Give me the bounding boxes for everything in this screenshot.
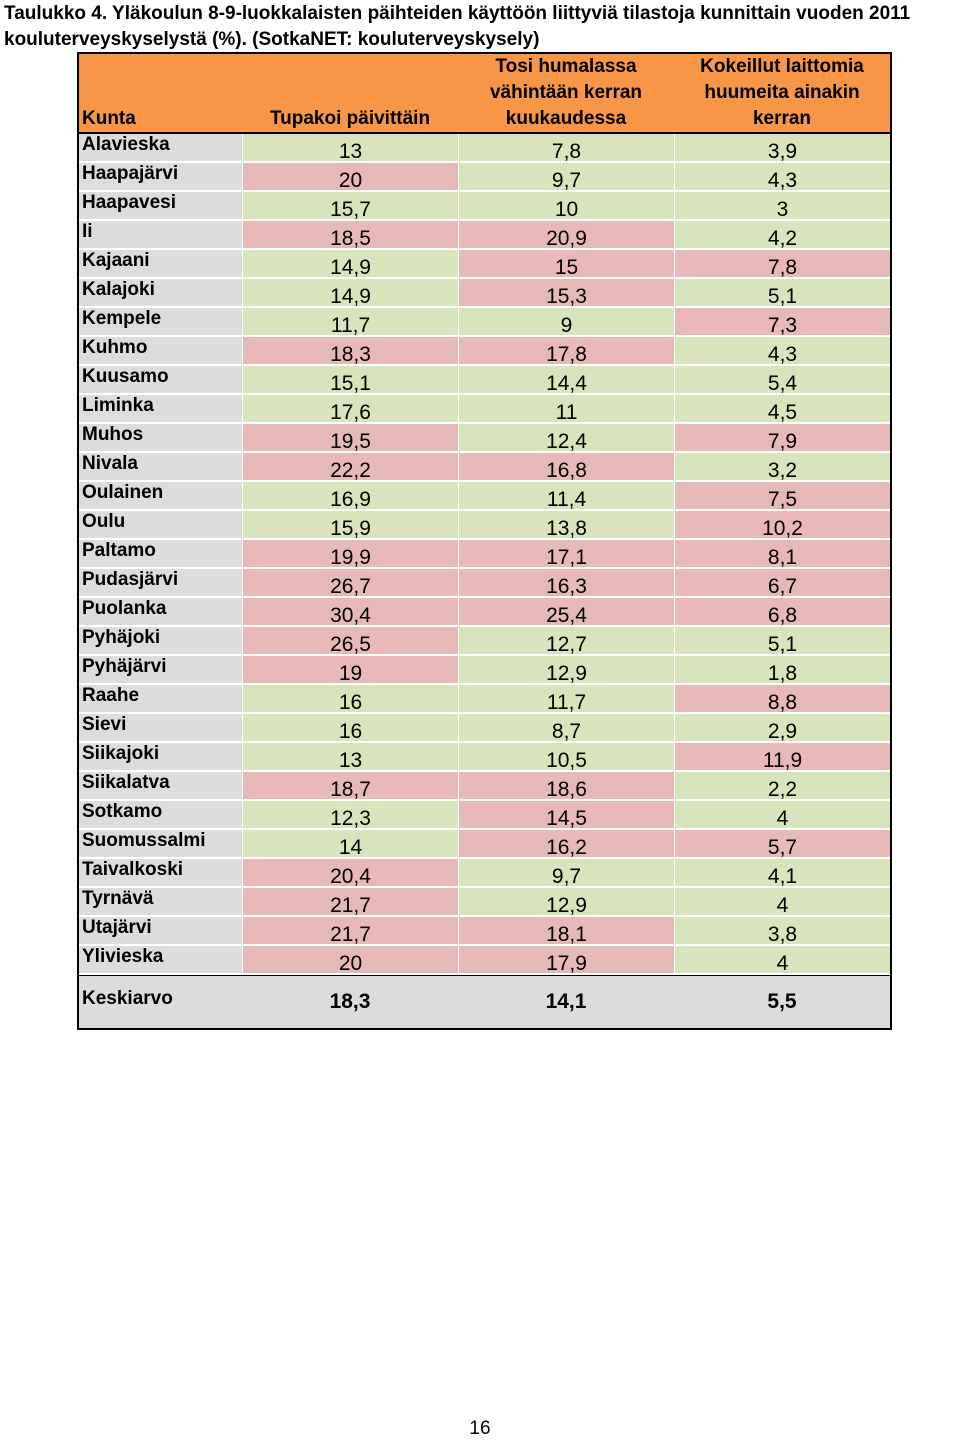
- row-humalassa: 11,7: [458, 685, 674, 712]
- header-humalassa-l2: vähintään kerran: [489, 82, 643, 103]
- header-kunta: Kunta: [82, 108, 136, 129]
- row-tupakoi: 15,9: [242, 511, 458, 538]
- row-tupakoi: 20: [242, 946, 458, 973]
- row-tupakoi: 19,5: [242, 424, 458, 451]
- row-huumeet: 8,1: [674, 540, 890, 567]
- row-huumeet: 2,2: [674, 772, 890, 799]
- average-huumeet: 5,5: [767, 990, 797, 1013]
- table-row: [79, 366, 890, 395]
- table-row: [79, 250, 890, 279]
- table-row: [79, 192, 890, 221]
- row-huumeet: 7,3: [674, 308, 890, 335]
- table-row: [79, 859, 890, 888]
- row-tupakoi: 21,7: [242, 917, 458, 944]
- table-caption: [4, 1, 956, 53]
- row-huumeet: 4: [674, 801, 890, 828]
- table-row: [79, 569, 890, 598]
- row-tupakoi: 19,9: [242, 540, 458, 567]
- row-humalassa: 11,4: [458, 482, 674, 509]
- row-humalassa: 12,7: [458, 627, 674, 654]
- row-humalassa: 7,8: [458, 134, 674, 161]
- table-row: [79, 482, 890, 511]
- row-kunta: Raahe: [79, 685, 242, 712]
- caption-line-1: Taulukko 4. Yläkoulun 8-9-luokkalaisten päihteiden käyttöön liittyviä tilastoja kunnittain vuoden 2011: [4, 3, 911, 24]
- row-huumeet: 4,1: [674, 859, 890, 886]
- row-huumeet: 6,7: [674, 569, 890, 596]
- row-huumeet: 4,5: [674, 395, 890, 422]
- row-tupakoi: 19: [242, 656, 458, 683]
- table-row: [79, 163, 890, 192]
- row-kunta: Pyhäjoki: [79, 627, 242, 654]
- table-row: [79, 424, 890, 453]
- row-kunta: Kuhmo: [79, 337, 242, 364]
- caption-line-2: kouluterveyskyselystä (%). (SotkaNET: kouluterveyskysely): [4, 29, 540, 50]
- row-huumeet: 7,5: [674, 482, 890, 509]
- row-huumeet: 7,8: [674, 250, 890, 277]
- header-humalassa-l1: Tosi humalassa: [495, 56, 637, 77]
- row-tupakoi: 11,7: [242, 308, 458, 335]
- row-humalassa: 16,8: [458, 453, 674, 480]
- average-tupakoi: 18,3: [329, 990, 371, 1013]
- table-row: [79, 714, 890, 743]
- row-kunta: Siikajoki: [79, 743, 242, 770]
- row-humalassa: 9,7: [458, 859, 674, 886]
- table-row: [79, 772, 890, 801]
- table-row: [79, 598, 890, 627]
- row-huumeet: 4,3: [674, 163, 890, 190]
- table-row: [79, 279, 890, 308]
- row-humalassa: 15: [458, 250, 674, 277]
- row-tupakoi: 18,5: [242, 221, 458, 248]
- row-humalassa: 12,9: [458, 888, 674, 915]
- row-tupakoi: 22,2: [242, 453, 458, 480]
- row-humalassa: 10: [458, 192, 674, 219]
- row-huumeet: 4: [674, 946, 890, 973]
- row-kunta: Pudasjärvi: [79, 569, 242, 596]
- row-huumeet: 4,2: [674, 221, 890, 248]
- header-tupakoi: Tupakoi päivittäin: [269, 108, 431, 129]
- row-tupakoi: 15,7: [242, 192, 458, 219]
- row-kunta: Tyrnävä: [79, 888, 242, 915]
- header-humalassa: [458, 54, 674, 132]
- table-header: [79, 54, 890, 134]
- row-humalassa: 16,2: [458, 830, 674, 857]
- row-huumeet: 3,9: [674, 134, 890, 161]
- row-humalassa: 9: [458, 308, 674, 335]
- row-tupakoi: 12,3: [242, 801, 458, 828]
- table-row: [79, 337, 890, 366]
- header-huumeet-l3: kerran: [752, 108, 812, 129]
- row-huumeet: 3,2: [674, 453, 890, 480]
- row-humalassa: 12,4: [458, 424, 674, 451]
- row-kunta: Kalajoki: [79, 279, 242, 306]
- row-kunta: Oulainen: [79, 482, 242, 509]
- row-humalassa: 18,6: [458, 772, 674, 799]
- row-kunta: Kuusamo: [79, 366, 242, 393]
- row-kunta: Utajärvi: [79, 917, 242, 944]
- row-huumeet: 7,9: [674, 424, 890, 451]
- row-kunta: Siikalatva: [79, 772, 242, 799]
- table-row: [79, 830, 890, 859]
- row-humalassa: 15,3: [458, 279, 674, 306]
- average-row: [79, 975, 890, 1028]
- row-huumeet: 3: [674, 192, 890, 219]
- row-tupakoi: 18,3: [242, 337, 458, 364]
- row-huumeet: 11,9: [674, 743, 890, 770]
- row-tupakoi: 16: [242, 714, 458, 741]
- row-humalassa: 10,5: [458, 743, 674, 770]
- row-kunta: Pyhäjärvi: [79, 656, 242, 683]
- row-kunta: Alavieska: [79, 134, 242, 161]
- row-tupakoi: 16: [242, 685, 458, 712]
- row-kunta: Muhos: [79, 424, 242, 451]
- row-kunta: Haapavesi: [79, 192, 242, 219]
- row-huumeet: 4,3: [674, 337, 890, 364]
- table-row: [79, 627, 890, 656]
- row-kunta: Ii: [79, 221, 242, 248]
- row-tupakoi: 26,5: [242, 627, 458, 654]
- row-humalassa: 25,4: [458, 598, 674, 625]
- average-humalassa: 14,1: [545, 990, 587, 1013]
- row-huumeet: 5,1: [674, 279, 890, 306]
- row-kunta: Oulu: [79, 511, 242, 538]
- row-tupakoi: 15,1: [242, 366, 458, 393]
- row-tupakoi: 26,7: [242, 569, 458, 596]
- row-huumeet: 8,8: [674, 685, 890, 712]
- row-kunta: Kajaani: [79, 250, 242, 277]
- row-huumeet: 10,2: [674, 511, 890, 538]
- row-tupakoi: 14,9: [242, 279, 458, 306]
- row-tupakoi: 16,9: [242, 482, 458, 509]
- row-kunta: Kempele: [79, 308, 242, 335]
- row-kunta: Haapajärvi: [79, 163, 242, 190]
- table-row: [79, 917, 890, 946]
- header-huumeet: [674, 54, 890, 132]
- table-row: [79, 453, 890, 482]
- row-tupakoi: 30,4: [242, 598, 458, 625]
- row-humalassa: 12,9: [458, 656, 674, 683]
- statistics-table: [77, 52, 892, 1030]
- row-tupakoi: 13: [242, 743, 458, 770]
- header-huumeet-l2: huumeita ainakin: [704, 82, 860, 103]
- row-tupakoi: 14,9: [242, 250, 458, 277]
- row-huumeet: 6,8: [674, 598, 890, 625]
- row-kunta: Paltamo: [79, 540, 242, 567]
- row-humalassa: 16,3: [458, 569, 674, 596]
- row-tupakoi: 13: [242, 134, 458, 161]
- row-humalassa: 11: [458, 395, 674, 422]
- table-row: [79, 656, 890, 685]
- row-kunta: Sotkamo: [79, 801, 242, 828]
- row-kunta: Ylivieska: [79, 946, 242, 973]
- row-tupakoi: 18,7: [242, 772, 458, 799]
- row-humalassa: 8,7: [458, 714, 674, 741]
- table-row: [79, 134, 890, 163]
- row-tupakoi: 17,6: [242, 395, 458, 422]
- table-row: [79, 743, 890, 772]
- header-huumeet-l1: Kokeillut laittomia: [700, 56, 864, 77]
- row-kunta: Suomussalmi: [79, 830, 242, 857]
- table-row: [79, 308, 890, 337]
- row-huumeet: 4: [674, 888, 890, 915]
- row-huumeet: 1,8: [674, 656, 890, 683]
- row-huumeet: 2,9: [674, 714, 890, 741]
- row-humalassa: 14,5: [458, 801, 674, 828]
- row-humalassa: 14,4: [458, 366, 674, 393]
- header-humalassa-l3: kuukaudessa: [505, 108, 627, 129]
- row-kunta: Nivala: [79, 453, 242, 480]
- row-humalassa: 13,8: [458, 511, 674, 538]
- table-row: [79, 946, 890, 975]
- row-kunta: Taivalkoski: [79, 859, 242, 886]
- table-row: [79, 395, 890, 424]
- row-tupakoi: 14: [242, 830, 458, 857]
- table-row: [79, 888, 890, 917]
- average-label: Keskiarvo: [82, 988, 173, 1009]
- row-kunta: Liminka: [79, 395, 242, 422]
- row-tupakoi: 20: [242, 163, 458, 190]
- table-row: [79, 685, 890, 714]
- row-tupakoi: 21,7: [242, 888, 458, 915]
- row-humalassa: 17,9: [458, 946, 674, 973]
- page-number: 16: [469, 1418, 491, 1439]
- row-humalassa: 20,9: [458, 221, 674, 248]
- table-body: [79, 134, 890, 975]
- row-humalassa: 17,8: [458, 337, 674, 364]
- row-huumeet: 5,1: [674, 627, 890, 654]
- row-tupakoi: 20,4: [242, 859, 458, 886]
- row-kunta: Sievi: [79, 714, 242, 741]
- row-huumeet: 5,7: [674, 830, 890, 857]
- row-humalassa: 18,1: [458, 917, 674, 944]
- row-humalassa: 17,1: [458, 540, 674, 567]
- table-row: [79, 221, 890, 250]
- row-huumeet: 5,4: [674, 366, 890, 393]
- table-row: [79, 540, 890, 569]
- row-humalassa: 9,7: [458, 163, 674, 190]
- table-row: [79, 511, 890, 540]
- row-huumeet: 3,8: [674, 917, 890, 944]
- table-row: [79, 801, 890, 830]
- row-kunta: Puolanka: [79, 598, 242, 625]
